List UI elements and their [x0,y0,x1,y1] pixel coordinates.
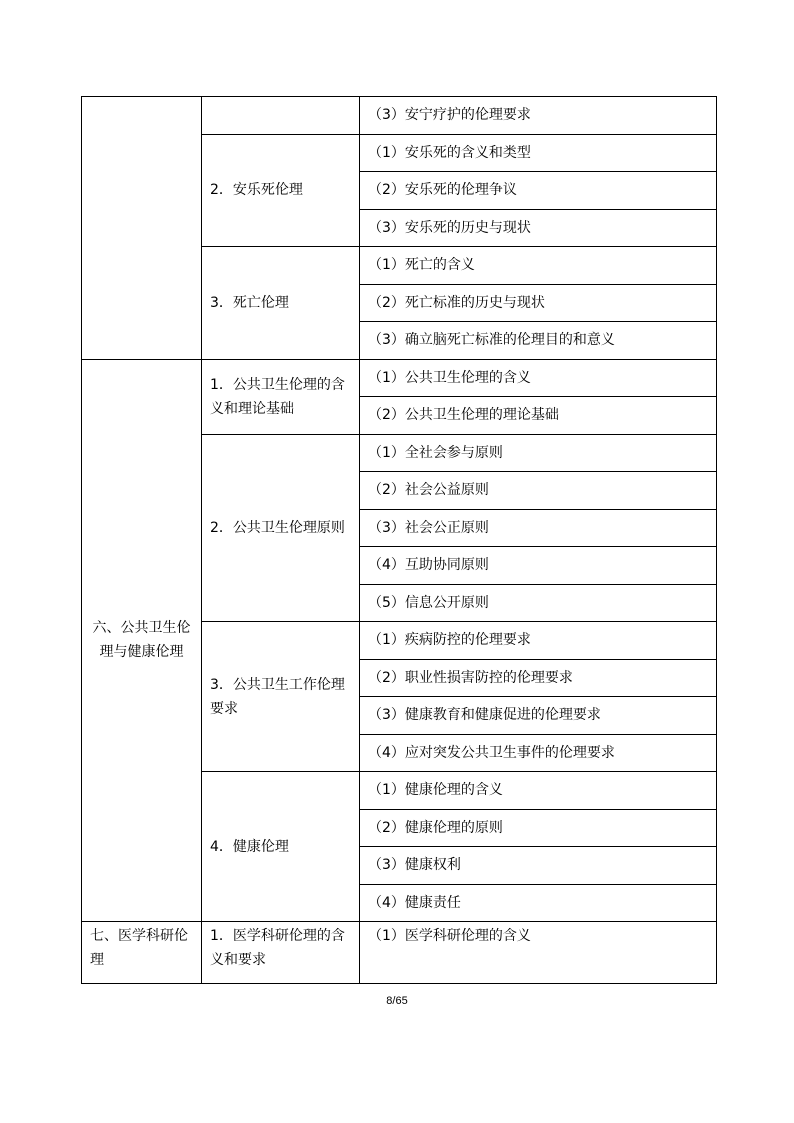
item-cell: （3）安乐死的历史与现状 [360,209,717,247]
item-cell: （1）死亡的含义 [360,247,717,285]
page-number: 8/65 [386,995,408,1007]
item-cell: （3）健康权利 [360,847,717,885]
table-row [82,359,717,397]
item-cell: （4）应对突发公共卫生事件的伦理要求 [360,734,717,772]
subsection-cell: 1．公共卫生伦理的含义和理论基础 [202,359,360,434]
item-cell: （1）公共卫生伦理的含义 [360,359,717,397]
syllabus-table [81,96,717,984]
subsection-cell: 4．健康伦理 [202,772,360,922]
item-cell: （2）职业性损害防控的伦理要求 [360,659,717,697]
item-cell: （2）社会公益原则 [360,472,717,510]
section-cell-continued [82,97,202,360]
item-cell: （3）安宁疗护的伦理要求 [360,97,717,135]
item-cell: （2）死亡标准的历史与现状 [360,284,717,322]
item-cell: （2）健康伦理的原则 [360,809,717,847]
subsection-cell: 2．公共卫生伦理原则 [202,434,360,622]
subsection-cell: 3．公共卫生工作伦理要求 [202,622,360,772]
item-cell: （1）全社会参与原则 [360,434,717,472]
item-cell: （1）安乐死的含义和类型 [360,134,717,172]
item-cell: （4）健康责任 [360,884,717,922]
item-cell: （3）确立脑死亡标准的伦理目的和意义 [360,322,717,360]
subsection-cell: 3．死亡伦理 [202,247,360,360]
item-cell: （1）医学科研伦理的含义 [360,922,717,984]
section-cell: 七、医学科研伦理 [82,922,202,984]
item-cell: （4）互助协同原则 [360,547,717,585]
item-cell: （2）公共卫生伦理的理论基础 [360,397,717,435]
subsection-cell-continued [202,97,360,135]
item-cell: （3）健康教育和健康促进的伦理要求 [360,697,717,735]
item-cell: （5）信息公开原则 [360,584,717,622]
item-cell: （1）疾病防控的伦理要求 [360,622,717,660]
subsection-cell: 2．安乐死伦理 [202,134,360,247]
item-cell: （2）安乐死的伦理争议 [360,172,717,210]
section-cell: 六、公共卫生伦理与健康伦理 [82,359,202,922]
item-cell: （3）社会公正原则 [360,509,717,547]
table-row [82,97,717,135]
item-cell: （1）健康伦理的含义 [360,772,717,810]
subsection-cell: 1．医学科研伦理的含义和要求 [202,922,360,984]
table-row [82,922,717,984]
